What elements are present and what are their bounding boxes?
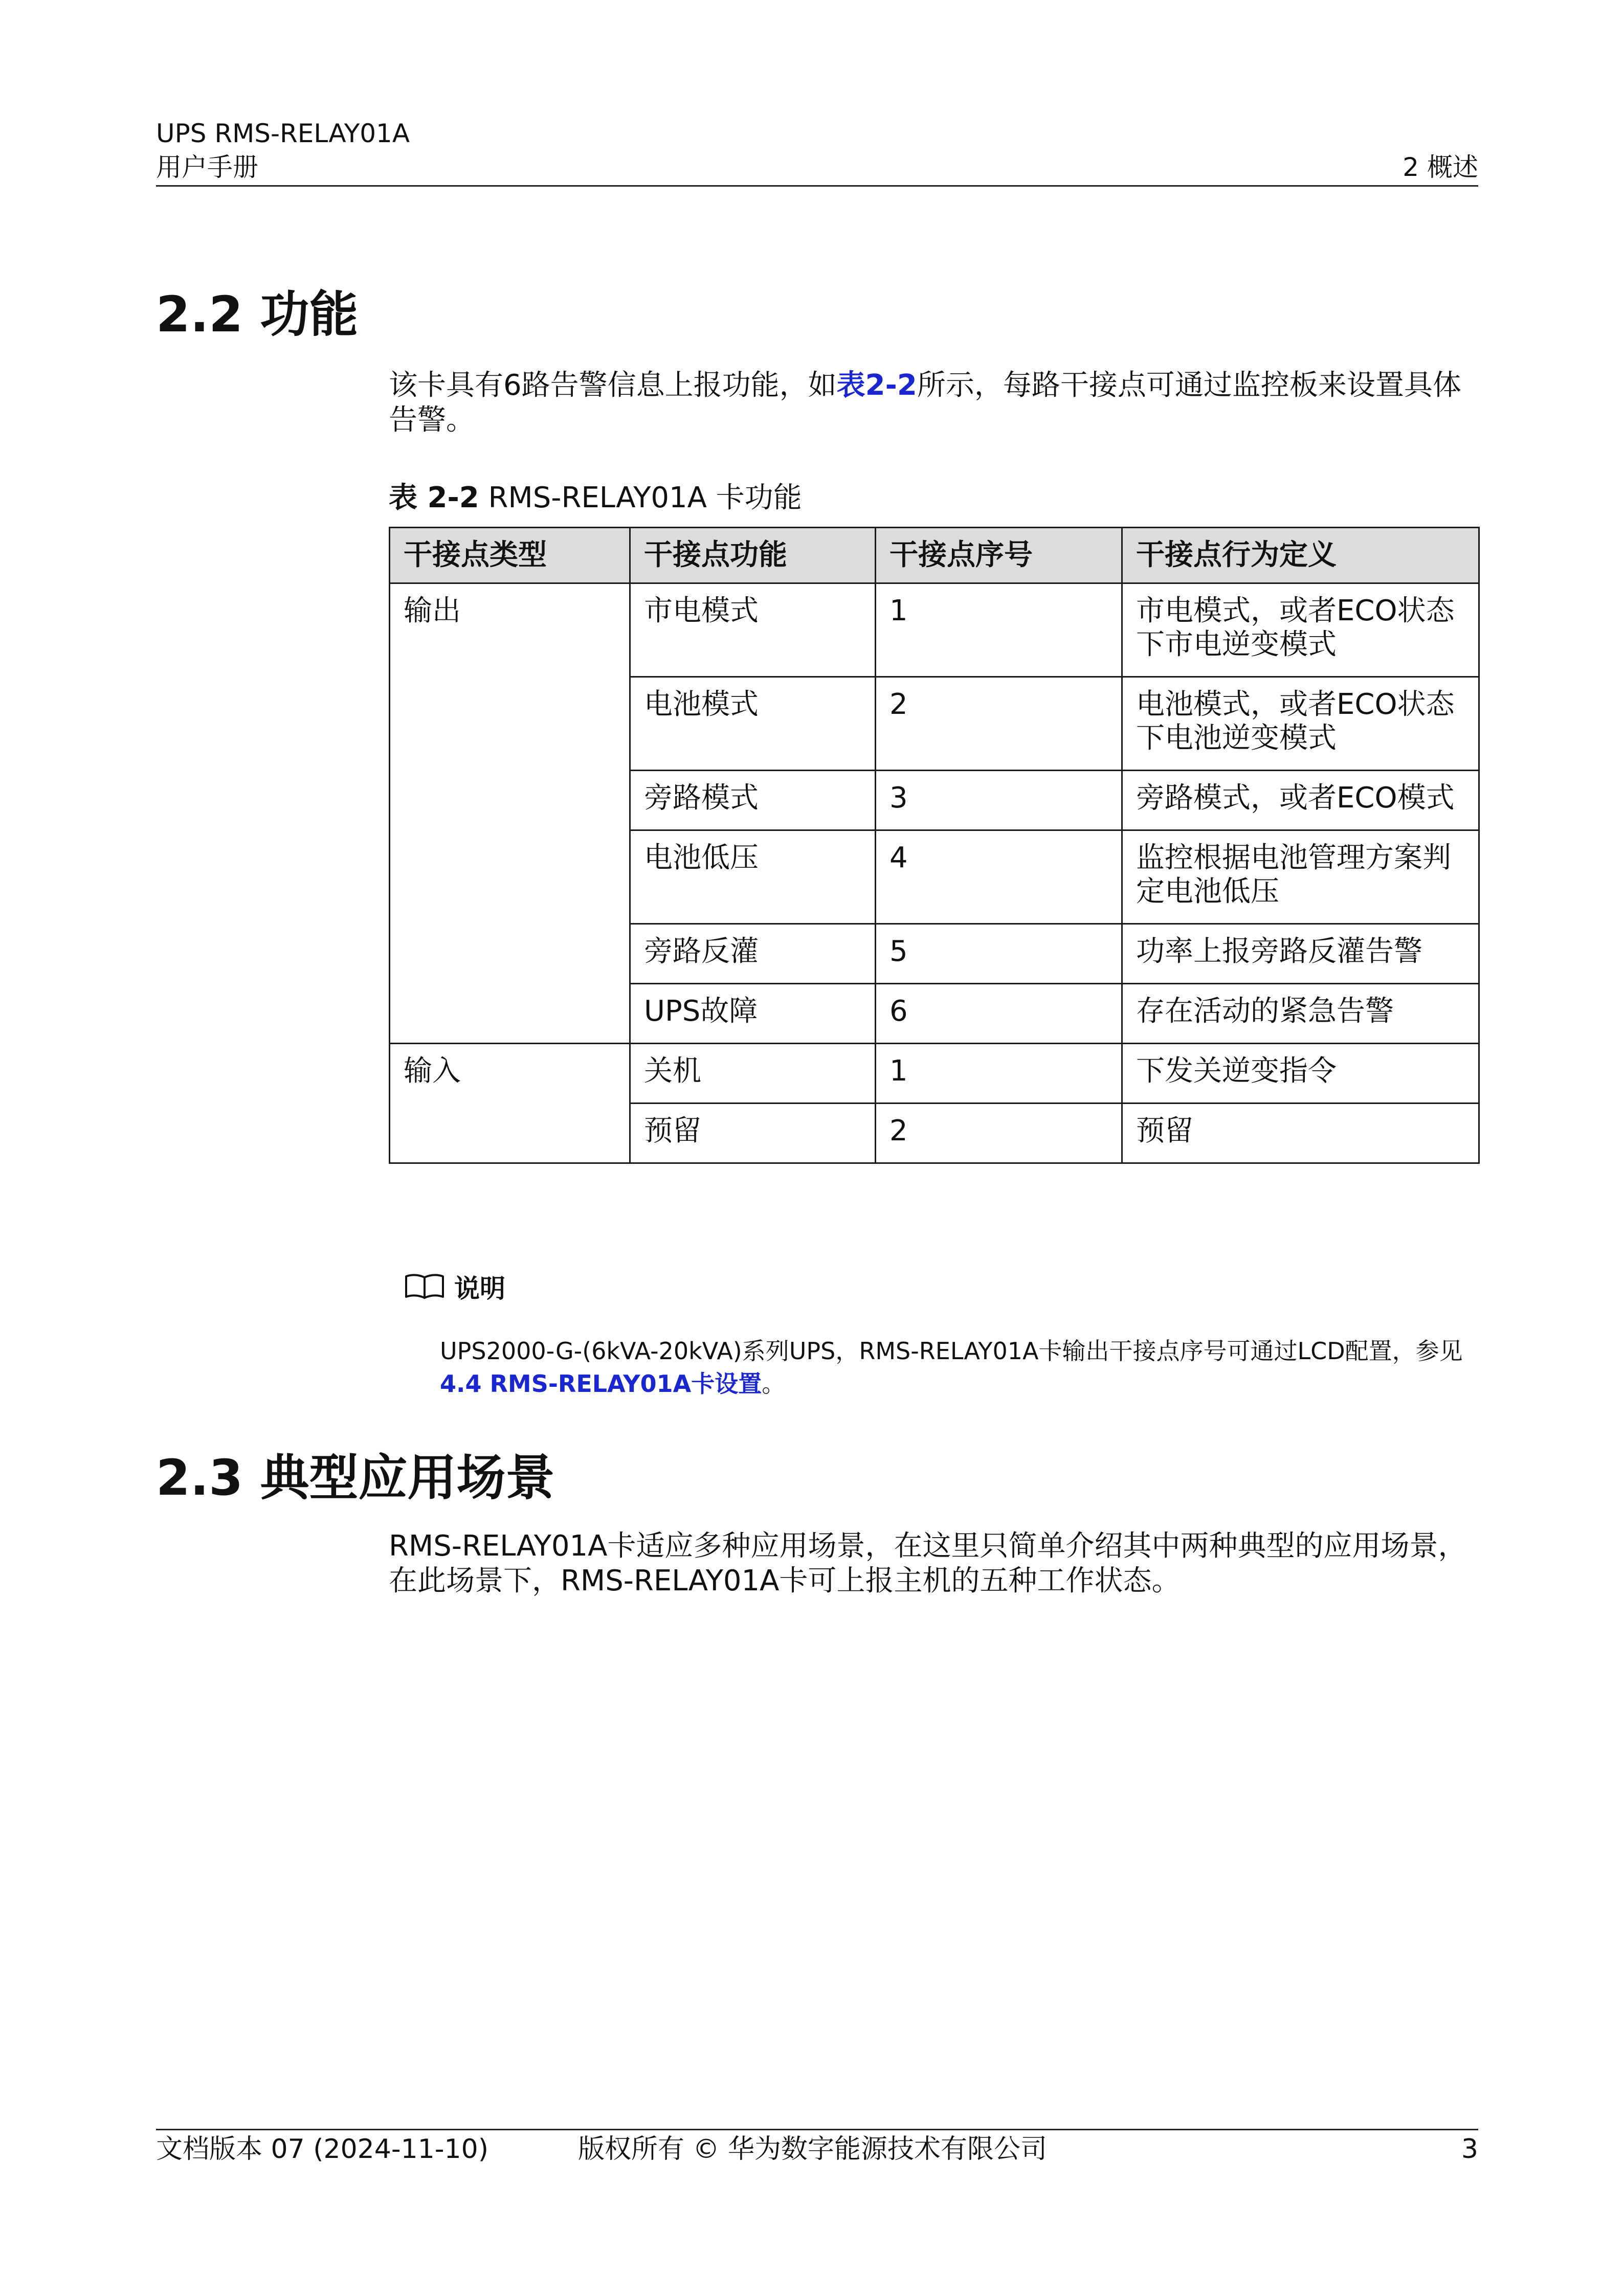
table-row — [390, 583, 1479, 677]
section-2-2-paragraph — [389, 368, 1483, 438]
header-cell-definition: 干接点行为定义 — [1122, 528, 1479, 583]
header-cell-function: 干接点功能 — [630, 528, 876, 583]
definition-cell: 存在活动的紧急告警 — [1122, 984, 1479, 1044]
note-title: 说明 — [454, 1274, 505, 1303]
para-text-after: 所示，每路干接点可通过监控板来设置具体告警。 — [389, 369, 1461, 437]
footer-copyright: 版权所有 © 华为数字能源技术有限公司 — [578, 2134, 1048, 2165]
note-text: UPS2000-G-(6kVA-20kVA)系列UPS，RMS-RELAY01A卡输出干接点序号可通过LCD配置，参见 — [440, 1337, 1463, 1365]
number-cell: 2 — [876, 1104, 1122, 1163]
header-chapter: 2 概述 — [1403, 152, 1478, 182]
number-cell: 1 — [876, 583, 1122, 677]
book-icon — [404, 1273, 445, 1300]
table-caption-label: 表 2-2 — [389, 481, 479, 514]
section-2-3-paragraph: RMS-RELAY01A卡适应多种应用场景，在这里只简单介绍其中两种典型的应用场景，在此场景下，RMS-RELAY01A卡可上报主机的五种工作状态。 — [389, 1529, 1467, 1597]
function-cell: 电池模式 — [630, 677, 876, 771]
footer-version: 文档版本 07 (2024-11-10) — [156, 2134, 489, 2165]
type-cell-input: 输入 — [390, 1044, 630, 1163]
definition-cell: 市电模式，或者ECO状态下市电逆变模式 — [1122, 583, 1479, 677]
table-caption-text: RMS-RELAY01A 卡功能 — [479, 481, 802, 514]
function-cell: 市电模式 — [630, 583, 876, 677]
table-2-2-link[interactable]: 表2-2 — [836, 369, 917, 402]
table-row — [390, 1044, 1479, 1104]
definition-cell: 下发关逆变指令 — [1122, 1044, 1479, 1104]
type-cell-output: 输出 — [390, 583, 630, 1044]
note-link-4-4[interactable]: 4.4 RMS-RELAY01A卡设置 — [440, 1370, 762, 1398]
number-cell: 5 — [876, 924, 1122, 984]
note-body — [440, 1335, 1483, 1400]
header-cell-number: 干接点序号 — [876, 528, 1122, 583]
function-cell: UPS故障 — [630, 984, 876, 1044]
number-cell: 4 — [876, 830, 1122, 924]
header-divider — [156, 185, 1478, 187]
section-2-2-title: 2.2 功能 — [156, 286, 359, 343]
number-cell: 1 — [876, 1044, 1122, 1104]
number-cell: 3 — [876, 771, 1122, 830]
table-caption — [389, 481, 802, 515]
header-cell-type: 干接点类型 — [390, 528, 630, 583]
function-cell: 旁路模式 — [630, 771, 876, 830]
table-header-row — [390, 528, 1479, 583]
function-cell: 关机 — [630, 1044, 876, 1104]
header-product: UPS RMS-RELAY01A — [156, 119, 410, 148]
function-cell: 电池低压 — [630, 830, 876, 924]
footer-divider — [156, 2129, 1478, 2130]
footer-page-number: 3 — [1461, 2134, 1478, 2165]
definition-cell: 功率上报旁路反灌告警 — [1122, 924, 1479, 984]
note-header — [404, 1268, 505, 1305]
definition-cell: 预留 — [1122, 1104, 1479, 1163]
function-cell: 预留 — [630, 1104, 876, 1163]
definition-cell: 旁路模式，或者ECO模式 — [1122, 771, 1479, 830]
section-2-3-title: 2.3 典型应用场景 — [156, 1449, 555, 1506]
function-cell: 旁路反灌 — [630, 924, 876, 984]
definition-cell: 电池模式，或者ECO状态下电池逆变模式 — [1122, 677, 1479, 771]
number-cell: 2 — [876, 677, 1122, 771]
note-end: 。 — [762, 1370, 786, 1398]
para-text-before: 该卡具有6路告警信息上报功能，如 — [389, 369, 837, 402]
definition-cell: 监控根据电池管理方案判定电池低压 — [1122, 830, 1479, 924]
number-cell: 6 — [876, 984, 1122, 1044]
function-table — [389, 527, 1480, 1164]
header-doc-type: 用户手册 — [156, 152, 258, 182]
